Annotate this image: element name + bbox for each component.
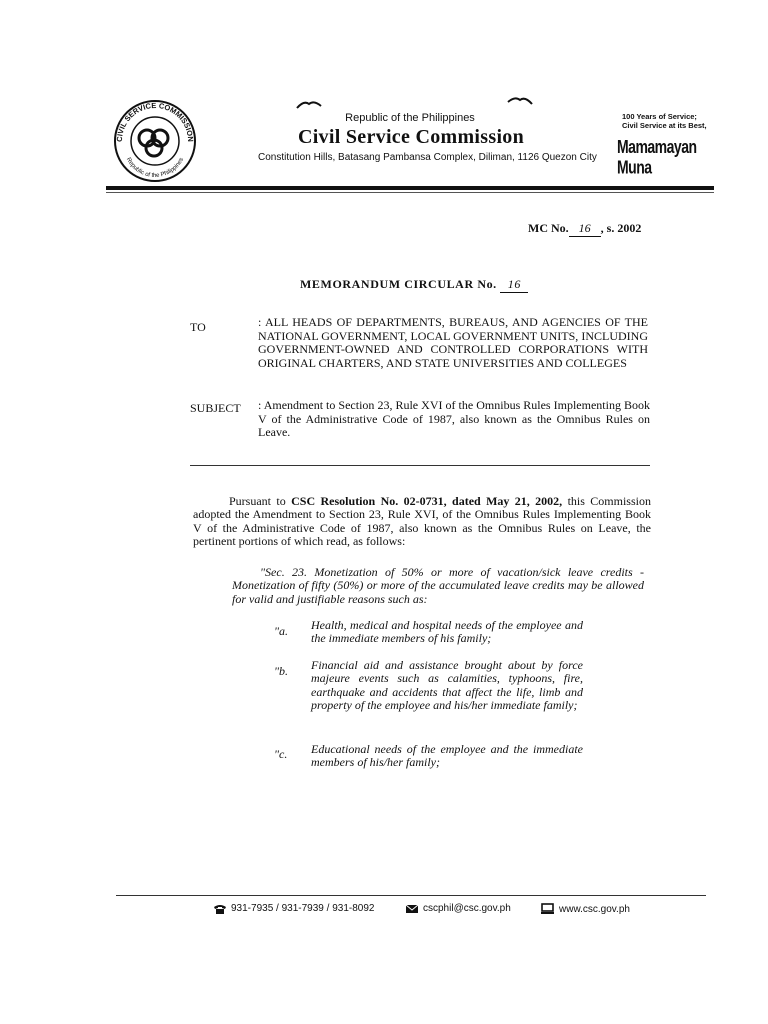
item-marker-c: "c.: [274, 747, 288, 761]
para-end: this Commission adopted the Amendment to Section 23, Rule XVI, of the Omnibus Rules Implementing Book V of the Administrative Code of 1987, also known as the Omnibus Rules on Leave, the pertinent portions of which read, as follows:: [193, 494, 651, 548]
subject-divider: [190, 465, 650, 466]
motto-line-1: 100 Years of Service;: [622, 112, 697, 121]
circular-label: MEMORANDUM CIRCULAR No.: [300, 277, 497, 291]
circular-number: 16: [500, 277, 528, 293]
csc-seal-logo: [112, 98, 198, 184]
header-motto: [622, 112, 712, 130]
to-label: TO: [190, 320, 206, 334]
seal-text-bottom: Republic of the Philippines: [124, 156, 186, 180]
circular-heading: [300, 277, 528, 293]
motto-line-3: Mamamayan Muna: [617, 136, 697, 178]
footer-divider: [116, 895, 706, 896]
bird-icon: [296, 100, 322, 110]
motto-line-2: Civil Service at its Best,: [622, 121, 707, 130]
website-url: www.csc.gov.ph: [559, 903, 630, 915]
envelope-icon: [405, 903, 419, 914]
header-address: Constitution Hills, Batasang Pambansa Complex, Diliman, 1126 Quezon City: [258, 152, 597, 163]
subject-label: SUBJECT: [190, 401, 241, 415]
footer-email: [405, 903, 511, 914]
mc-number: 16: [569, 221, 601, 237]
bird-icon: [507, 96, 533, 106]
item-text-b: Financial aid and assistance brought about by force majeure events such as calamities, typhoons, fire, earthquake and accidents that affect the life, limb and property of the employee and his/her immediate family;: [311, 658, 583, 712]
item-marker-b: "b.: [274, 664, 289, 678]
computer-icon: [540, 903, 555, 915]
mc-prefix: MC No.: [528, 221, 569, 235]
para-start: Pursuant to: [229, 494, 292, 508]
seal-text-top: CIVIL SERVICE COMMISSION: [114, 100, 196, 143]
subject-text: : Amendment to Section 23, Rule XVI of the Omnibus Rules Implementing Book V of the Administrative Code of 1987, also known as the Omnibus Rules on Leave.: [258, 398, 650, 439]
telephone-icon: [213, 904, 227, 914]
phone-numbers: 931-7935 / 931-7939 / 931-8092: [231, 903, 375, 914]
header-republic: Republic of the Philippines: [345, 112, 475, 124]
item-text-c: Educational needs of the employee and the immediate members of his/her family;: [311, 742, 583, 770]
header-divider-thin: [106, 192, 714, 193]
mc-reference: [528, 221, 641, 237]
item-marker-a: "a.: [274, 624, 289, 638]
item-text-a: Health, medical and hospital needs of the employee and the immediate members of his family;: [311, 618, 583, 646]
quoted-section: "Sec. 23. Monetization of 50% or more of vacation/sick leave credits - Monetization of fifty (50%) or more of the accumulated leave credits may be allowed for valid and justifiable reasons such as:: [232, 565, 644, 606]
header-divider: [106, 186, 714, 190]
mc-suffix: , s. 2002: [600, 221, 642, 235]
footer-phone: [213, 903, 374, 914]
footer-website: [540, 903, 630, 915]
header-title: Civil Service Commission: [297, 126, 525, 148]
to-recipients: : ALL HEADS OF DEPARTMENTS, BUREAUS, AND AGENCIES OF THE NATIONAL GOVERNMENT, LOCAL GOVERNMENT UNITS, INCLUDING GOVERNMENT-OWNED AND CONTROLLED CORPORATIONS WITH ORIGINAL CHARTERS, AND STATE UNIVERSITIES AND COLLEGES: [258, 315, 648, 370]
para-resolution: CSC Resolution No. 02-0731, dated May 21, 2002,: [291, 494, 563, 508]
body-paragraph: [193, 495, 651, 548]
email-address: cscphil@csc.gov.ph: [423, 903, 511, 914]
